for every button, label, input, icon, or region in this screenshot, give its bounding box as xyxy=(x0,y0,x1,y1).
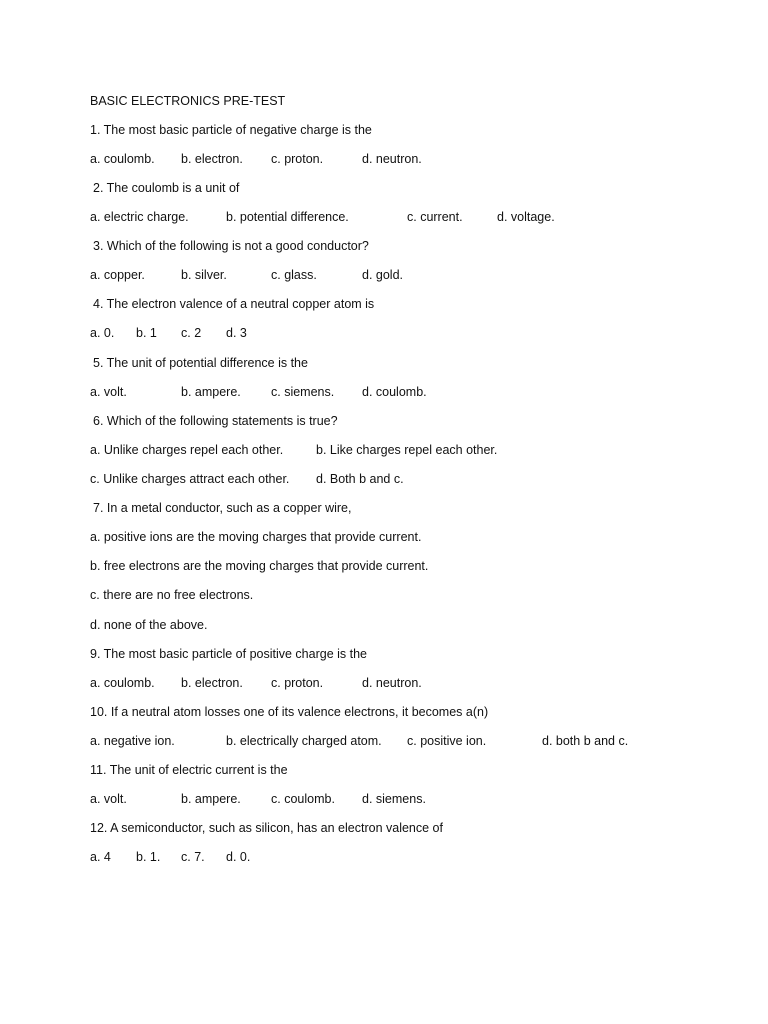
option: a. 0. xyxy=(90,326,115,340)
option: d. voltage. xyxy=(497,210,555,224)
question-1: 1. The most basic particle of negative charge is the xyxy=(90,123,372,137)
question-2: 2. The coulomb is a unit of xyxy=(93,181,240,195)
option: c. siemens. xyxy=(271,385,335,399)
option: c. 7. xyxy=(181,850,205,864)
option: b. electron. xyxy=(181,152,243,166)
option: c. positive ion. xyxy=(407,734,487,748)
option: a. copper. xyxy=(90,268,145,282)
option: b. 1 xyxy=(136,326,157,340)
option: d. coulomb. xyxy=(362,385,427,399)
option: b. ampere. xyxy=(181,385,241,399)
question-11: 11. The unit of electric current is the xyxy=(90,763,288,777)
question-7: 7. In a metal conductor, such as a copper wire, xyxy=(93,501,352,515)
option: a. negative ion. xyxy=(90,734,175,748)
option: c. proton. xyxy=(271,676,324,690)
option: b. electron. xyxy=(181,676,243,690)
option: a. volt. xyxy=(90,792,127,806)
option: c. current. xyxy=(407,210,463,224)
option: a. electric charge. xyxy=(90,210,189,224)
option: a. Unlike charges repel each other. xyxy=(90,443,284,457)
option: b. 1. xyxy=(136,850,161,864)
option: d. gold. xyxy=(362,268,404,282)
option: c. 2 xyxy=(181,326,202,340)
question-4: 4. The electron valence of a neutral copper atom is xyxy=(93,297,375,311)
option: d. Both b and c. xyxy=(316,472,404,486)
option: a. volt. xyxy=(90,385,127,399)
option: b. potential difference. xyxy=(226,210,349,224)
document-title: BASIC ELECTRONICS PRE-TEST xyxy=(90,94,286,108)
option: d. none of the above. xyxy=(90,618,208,632)
option: b. silver. xyxy=(181,268,227,282)
question-10: 10. If a neutral atom losses one of its valence electrons, it becomes a(n) xyxy=(90,705,489,719)
option: c. Unlike charges attract each other. xyxy=(90,472,290,486)
option: a. coulomb. xyxy=(90,676,155,690)
option: c. glass. xyxy=(271,268,317,282)
option: d. 3 xyxy=(226,326,247,340)
option: b. free electrons are the moving charges that provide current. xyxy=(90,559,429,573)
option: d. neutron. xyxy=(362,676,422,690)
option: b. Like charges repel each other. xyxy=(316,443,498,457)
option: c. there are no free electrons. xyxy=(90,588,254,602)
option: a. positive ions are the moving charges that provide current. xyxy=(90,530,422,544)
question-3: 3. Which of the following is not a good conductor? xyxy=(93,239,369,253)
question-5: 5. The unit of potential difference is the xyxy=(93,356,308,370)
option: d. neutron. xyxy=(362,152,422,166)
option: a. 4 xyxy=(90,850,111,864)
question-12: 12. A semiconductor, such as silicon, has an electron valence of xyxy=(90,821,443,835)
option: c. proton. xyxy=(271,152,324,166)
question-6: 6. Which of the following statements is true? xyxy=(93,414,338,428)
option: a. coulomb. xyxy=(90,152,155,166)
option: d. 0. xyxy=(226,850,251,864)
question-9: 9. The most basic particle of positive charge is the xyxy=(90,647,367,661)
option: b. electrically charged atom. xyxy=(226,734,382,748)
option: d. siemens. xyxy=(362,792,426,806)
option: c. coulomb. xyxy=(271,792,335,806)
option: d. both b and c. xyxy=(542,734,629,748)
option: b. ampere. xyxy=(181,792,241,806)
